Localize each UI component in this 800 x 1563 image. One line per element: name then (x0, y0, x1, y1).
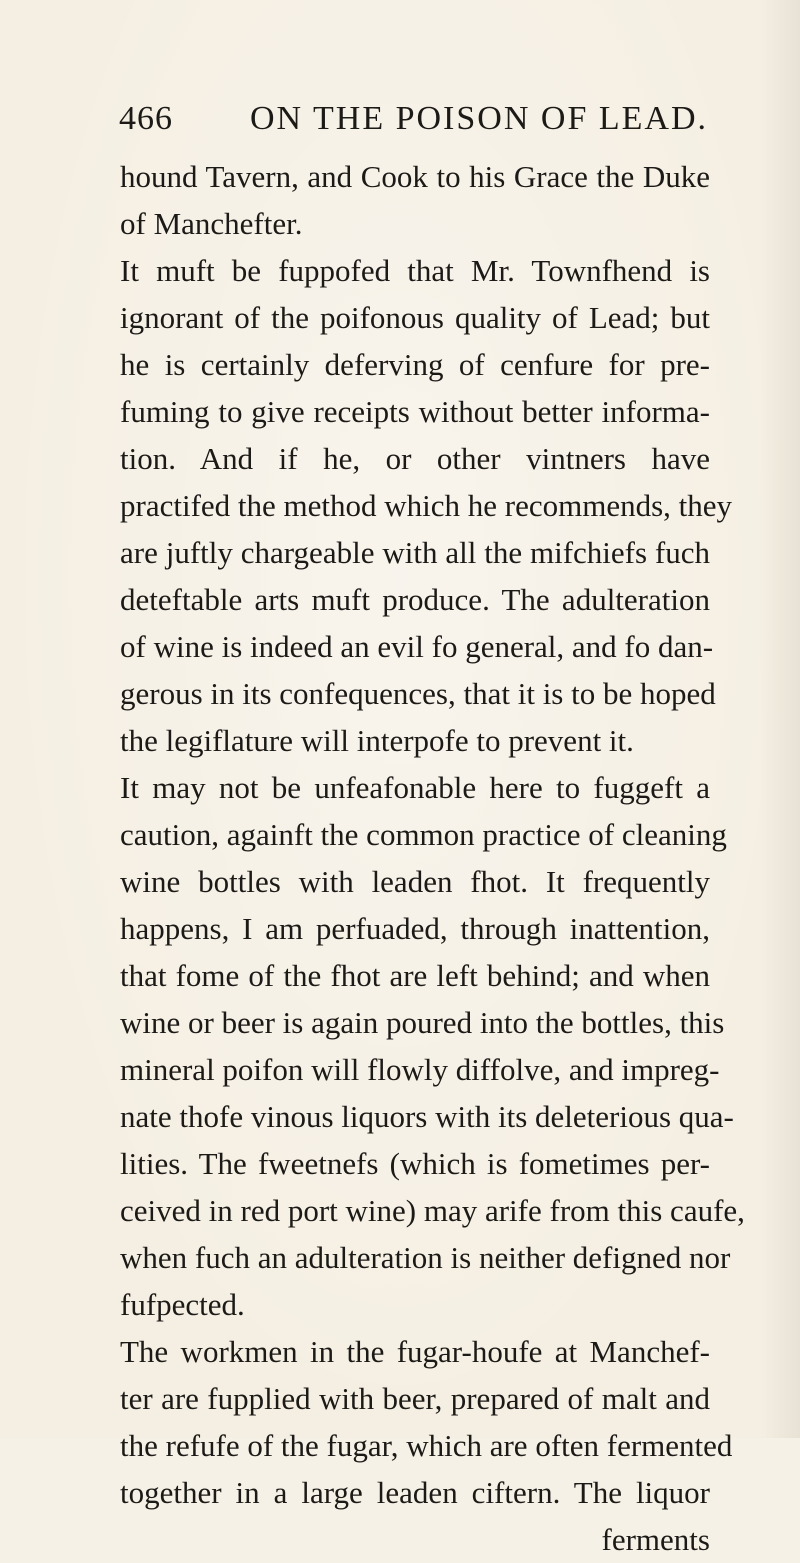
text-line: deteftable arts muft produce. The adulteration (120, 582, 710, 617)
text-line: of Manchefter. (120, 206, 303, 241)
text-line: when fuch an adulteration is neither defigned nor (120, 1240, 731, 1275)
running-title: ON THE POISON OF LEAD. (250, 100, 708, 137)
text-line: The workmen in the fugar-houfe at Manchef- (120, 1334, 710, 1369)
text-line: lities. The fweetnefs (which is fometimes per- (120, 1146, 710, 1181)
text-line: ignorant of the poifonous quality of Lead; but (120, 300, 710, 335)
text-line: caution, againft the common practice of cleaning (120, 817, 727, 852)
text-line: together in a large leaden ciftern. The liquor (120, 1475, 710, 1510)
text-line: tion. And if he, or other vintners have (120, 441, 710, 476)
text-line: fufpected. (120, 1287, 245, 1322)
text-line: the legiflature will interpofe to prevent it. (120, 723, 634, 758)
page-number: 466 (119, 100, 173, 137)
page-edge-shadow (760, 0, 800, 1438)
text-line: nate thofe vinous liquors with its deleterious qua- (120, 1099, 734, 1134)
text-line: happens, I am perfuaded, through inattention, (120, 911, 710, 946)
text-line: he is certainly deferving of cenfure for pre- (120, 347, 710, 382)
text-line: mineral poifon will flowly diffolve, and impreg- (120, 1052, 720, 1087)
catchword: ferments (601, 1522, 710, 1557)
text-line: that fome of the fhot are left behind; and when (120, 958, 710, 993)
text-line: the refufe of the fugar, which are often fermented (120, 1428, 733, 1463)
text-line: fuming to give receipts without better informa- (120, 394, 710, 429)
text-line: of wine is indeed an evil fo general, and fo dan- (120, 629, 714, 664)
text-line: hound Tavern, and Cook to his Grace the Duke (120, 159, 710, 194)
text-line: gerous in its confequences, that it is to be hoped (120, 676, 716, 711)
running-head (0, 100, 800, 150)
text-line: ceived in red port wine) may arife from this caufe, (120, 1193, 745, 1228)
text-line: It may not be unfeafonable here to fuggeft a (120, 770, 710, 805)
text-line: are juftly chargeable with all the mifchiefs fuch (120, 535, 710, 570)
text-line: ter are fupplied with beer, prepared of malt and (120, 1381, 710, 1416)
text-line: wine bottles with leaden fhot. It frequently (120, 864, 710, 899)
text-line: wine or beer is again poured into the bottles, this (120, 1005, 725, 1040)
text-line: practifed the method which he recommends, they (120, 488, 733, 523)
body-text (120, 153, 745, 1563)
text-line: It muft be fuppofed that Mr. Townfhend is (120, 253, 710, 288)
